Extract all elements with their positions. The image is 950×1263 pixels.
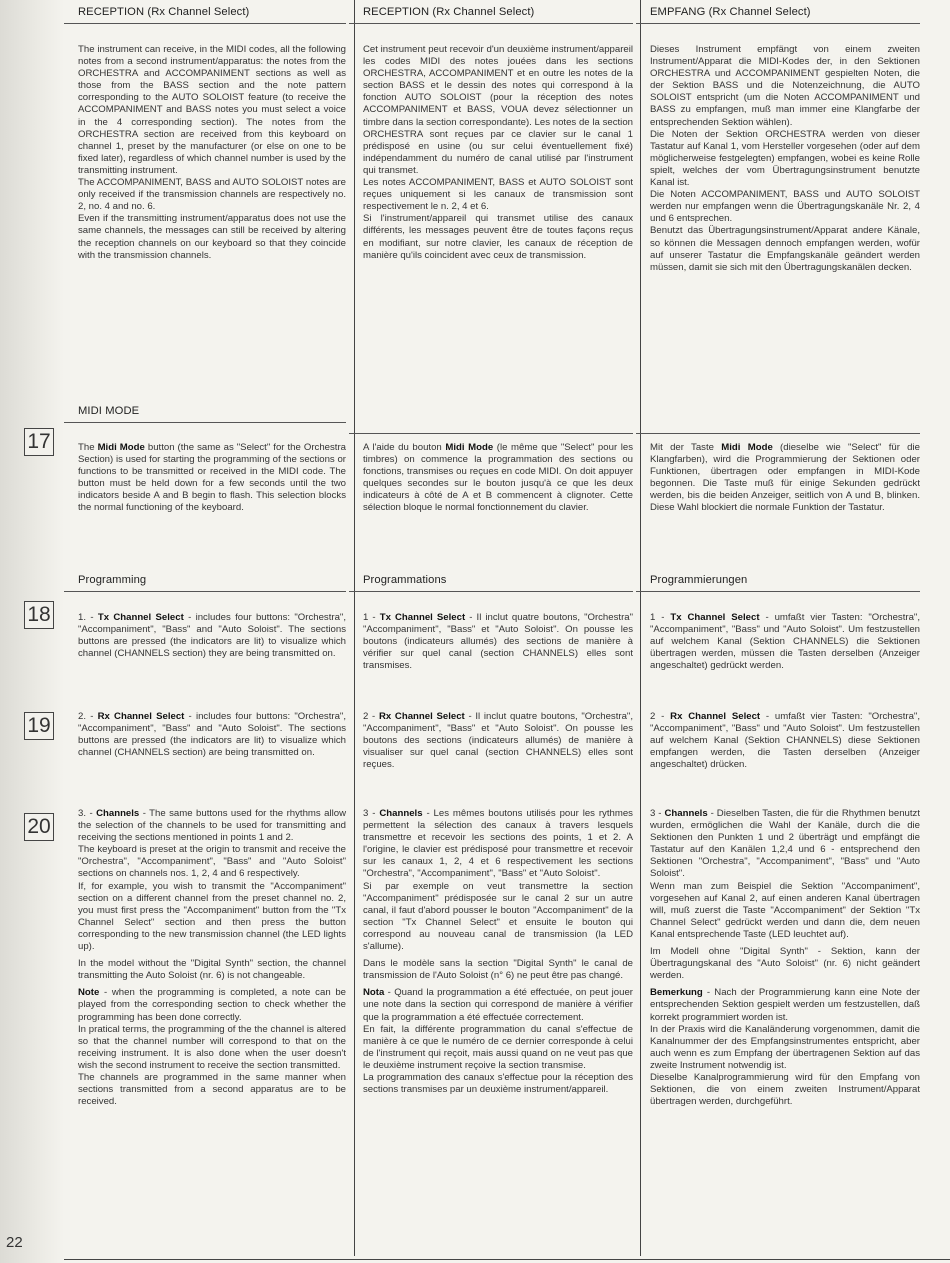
bold-term: Rx Channel Select — [378, 711, 465, 722]
note-paragraph — [650, 987, 920, 1108]
programming-item-1 — [363, 612, 633, 672]
bold-term: Midi Mode — [721, 442, 773, 453]
midi-mode-header — [78, 405, 346, 423]
section-heading: Programmierungen — [650, 574, 748, 586]
programming-item-2 — [650, 711, 920, 771]
heading-rule — [349, 591, 633, 592]
midi-mode-header — [650, 428, 920, 434]
column-divider — [354, 0, 355, 1256]
note-paragraph — [363, 987, 633, 1096]
bold-term: Midi Mode — [97, 442, 145, 453]
programming-header — [650, 574, 920, 592]
text: - includes four buttons: "Orchestra", "Accompaniment", "Bass" and "Auto Soloist". The sections buttons are pressed (the indicators are lit) to visualize which channel (CHANNELS section) they are being transmitted on. — [78, 612, 346, 660]
text: - includes four buttons: "Orchestra", "Accompaniment", "Bass" and "Auto Soloist". The sections buttons are pressed (the indicators are lit) to visualize which channel (CHANNELS section) are being transmitted on. — [78, 711, 346, 759]
midi-mode-text — [650, 442, 920, 515]
text: - Les mêmes boutons utilisés pour les rythmes permettent la sélection des canaux à travers lesquels transmettre et recevoir les sections des points, 1 et 2. A l'origine, le clavier est prédisposé pour transmettre et recevoir sur les canaux 1, 2, 4 et 6 respectivement les sections "Orchestra", "Accompaniment", "Bass" et "Auto Soloist". Si par exemple on veut transmettre la section "Accompaniment" prédisposée sur le canal 2 sur un autre canal, il faut d'abord pousser le bouton "Accompaniment" de la section "Tx Channel Select" et ensuite le bouton qui correspond au nouveau canal de transmission (la LED s'allume). — [363, 808, 633, 953]
section-heading: MIDI MODE — [78, 405, 140, 417]
item-number: 2 - — [650, 711, 671, 722]
reception-text — [363, 44, 633, 262]
programming-item-3 — [78, 808, 346, 1108]
programming-item-2 — [363, 711, 633, 771]
section-heading: RECEPTION (Rx Channel Select) — [78, 6, 250, 18]
heading-rule — [64, 23, 346, 24]
heading-rule — [636, 23, 920, 24]
bold-term: Nota — [363, 987, 385, 999]
text: (le même que "Select" pour les timbres) on commence la programmation des sections ou fonctions, transmises ou reçues en code MIDI. On doit appuyer quelques secondes sur le bouton jusqu'à ce que les deux indicateurs à côté de A et B commencent à clignoter. Cette sélection bloque le normal fonctionnement du clavier. — [363, 442, 633, 514]
text: - Dieselben Tasten, die für die Rhythmen benutzt wurden, ermöglichen die Wahl der Kanäle, durch die die Sektionen den Punkten 1 und 2 überträgt und empfängt die Tastatur auf den Kanälen 1,2,4 und 6 - entsprechend den Sektionen "Orchestra", "Accompaniment", "Bass" und "Auto Soloist". Wenn man zum Beispiel die Sektion "Accompaniment", vorgesehen auf Kanal 2, auf einen anderen Kanal übertragen will, muß zuerst die Taste "Accompaniment" der Sektion "Tx Channel Select" gedrückt werden und dann die, dem neuen Kanal entsprechende Taste (LED leuchtet auf). — [650, 808, 920, 940]
item-number: 1 - — [363, 612, 380, 623]
paragraph: The instrument can receive, in the MIDI codes, all the following notes from a second instrument/apparatus: the notes from the ORCHESTRA and ACCOMPANIMENT sections as well as those from the BASS section and the note pattern corresponding to the AUTO SOLOIST feature (to receive the ACCOMPANIMENT and BASS notes you must select a voice in the 4 corresponding section). The notes from the ORCHESTRA section are received from this keyboard on channel 1, preset by the manufacturer (or else on one to be fixed later), regardless of which channel number is used by the transmitting instrument. The ACCOMPANIMENT, BASS and AUTO SOLOIST notes are only received if the transmission channels are respectively no. 2, no. 4 and no. 6. Even if the transmitting instrument/apparatus does not use the same channels, the messages can still be received by altering the reception channels on our keyboard so that they coincide with the transmission channels. — [78, 44, 346, 261]
model-note: Im Modell ohne "Digital Synth" - Sektion, kann der Übertragungskanal des "Auto Soloist" (nr. 6) nicht geändert werden. — [650, 946, 920, 982]
programming-header — [363, 574, 633, 592]
text: - umfaßt vier Tasten: "Orchestra", "Accompaniment", "Bass" und "Auto Soloist". Um festzustellen auf welchem Kanal (Sektion CHANNELS) die Sektionen übertragen werden, müssen die Tasten derselben (Anzeiger angeschaltet) gedrückt werden. — [650, 612, 920, 672]
model-note: In the model without the "Digital Synth" section, the channel transmitting the Auto Soloist (nr. 6) is not changeable. — [78, 958, 346, 982]
page-margin — [0, 0, 64, 1263]
item-number: 2. - — [78, 711, 98, 722]
bottom-rule — [64, 1259, 950, 1260]
reception-header — [78, 6, 346, 24]
text: - Quand la programmation a été effectuée, on peut jouer une note dans la section qui correspond de manière à vérifier que la programmation a été effectuée correctement. En fait, la différente programmation du canal s'effectue de manière à ce que le numéro de ce dernier corresponde à celui de l'instrument qui reçoit, mais aussi quand on ne veut pas que le deuxième instrument reçoive la section transmise. La programmation des canaux s'effectue pour la réception des sections transmises par un deuxième instrument/appareil. — [363, 987, 633, 1096]
text: - when the programming is completed, a note can be played from the corresponding section to check whether the programming has been done correctly. In pratical terms, the programming of the the channel is altered so that the channel number will correspond to that on the receiving instrument. It is also done when the user doesn't wish the second instrument to receive the section transmitted. The channels are programmed in the same manner when sections transmitted from a second apparatus are to be received. — [78, 987, 346, 1108]
section-number-17: 17 — [24, 428, 54, 456]
heading-rule — [64, 591, 346, 592]
item-number: 3 - — [650, 808, 665, 819]
bold-term: Channels — [96, 808, 140, 819]
paragraph: Cet instrument peut recevoir d'un deuxième instrument/appareil les codes MIDI des notes jouées dans les sections ORCHESTRA, ACCOMPANIMENT et en outre les notes de la section BASS et le dessin des notes qui correspond à la fonction AUTO SOLOIST (pour la réception des notes ACCOMPANIMENT et BASS, VOUA devez sélectionner un timbre dans la section correspondante). Les notes de la section ORCHESTRA sont reçues par ce clavier sur le canal 1 prédisposé en usine (ou sur celui éventuellement fixé) indépendamment du numéro de canal utilisé par l'instrument qui transmet. Les notes ACCOMPANIMENT, BASS et AUTO SOLOIST sont reçues uniquement si les canaux de transmission sont respectivement le n. 2, 4 et 6. Si l'instrument/appareil qui transmet utilise des canaux différents, les messages peuvent être de toutes façons reçus en modifiant, sur notre clavier, les canaux de réception de manière qu'ils coincident avec ceux de transmission. — [363, 44, 633, 261]
heading-rule — [636, 591, 920, 592]
paragraph — [78, 711, 346, 759]
text: - Nach der Programmierung kann eine Note der entsprechenden Sektion gespielt werden um festzustellen, daß korrekt programmiert worden ist. In der Praxis wird die Kanaländerung vorgenommen, damit die Kanalnummer der des Empfangsinstrumentes entspricht, aber auch wenn es zum Empfang der übertragenen Sektion auf das zweite Instrument notwendig ist. Dieselbe Kanalprogrammierung wird für den Empfang von Sektionen, die von einem zweiten Instrument/Apparat übertragen werden, durchgeführt. — [650, 987, 920, 1108]
heading-rule — [636, 433, 920, 434]
paragraph — [78, 612, 346, 660]
paragraph — [363, 808, 633, 953]
bold-term: Rx Channel Select — [670, 711, 761, 722]
section-heading: Programmations — [363, 574, 447, 586]
paragraph — [363, 612, 633, 672]
heading-rule — [64, 422, 346, 423]
section-number-19: 19 — [24, 712, 54, 740]
text: button (the same as "Select" for the Orchestra Section) is used for starting the programming of the sections or functions to be transmitted or received in the MIDI code. The button must be held down for a few seconds until the two indicators beside A and B begin to flash. This selection blocks the normal functioning of the keyboard. — [78, 442, 346, 514]
paragraph — [650, 808, 920, 941]
heading-rule — [349, 433, 633, 434]
programming-item-2 — [78, 711, 346, 759]
programming-item-3 — [650, 808, 920, 1108]
item-number: 3 - — [363, 808, 380, 819]
text: - Il inclut quatre boutons, "Orchestra" "Accompaniment", "Bass" et "Auto Soloist". On pousse les boutons (indicateurs allumés) des sections de manière à vérifier sur quel canal (section CHANNELS) elles sont transmises. — [363, 612, 633, 672]
heading-rule — [349, 23, 633, 24]
column-divider — [640, 0, 641, 1256]
bold-term: Note — [78, 987, 100, 999]
text: - umfaßt vier Tasten: "Orchestra", "Accompaniment", "Bass" und "Auto Soloist". Um festzustellen auf welchem Kanal (Sektion CHANNELS) diese Sektionen empfangen werden, die Tasten derselben (Anzeiger angeschaltet) drücken. — [650, 711, 920, 771]
text: Mit der Taste — [650, 442, 722, 453]
bold-term: Channels — [664, 808, 708, 819]
item-number: 1. - — [78, 612, 98, 623]
item-number: 1 - — [650, 612, 671, 623]
paragraph — [78, 442, 346, 515]
bold-term: Bemerkung — [650, 987, 703, 999]
item-number: 3. - — [78, 808, 97, 819]
bold-term: Tx Channel Select — [670, 612, 760, 623]
reception-header — [363, 6, 633, 24]
reception-header — [650, 6, 920, 24]
text: - Il inclut quatre boutons, "Orchestra", "Accompaniment", "Bass" et "Auto Soloist". On pousse les boutons des sections (indicateurs allumés) de manière à visualiser sur quel canal (section CHANNELS) elles sont reçues. — [363, 711, 633, 771]
programming-item-1 — [78, 612, 346, 660]
text: - The same buttons used for the rhythms allow the selection of the channels to be used for transmitting and receiving the sections mentioned in points 1 and 2. The keyboard is preset at the origin to transmit and receive the "Orchestra", "Accompaniment", "Bass" and "Auto Soloist" sections on channels nos. 1, 2, 4 and 6 respectively. If, for example, you wish to transmit the "Accompaniment" section on a different channel from the preset channel no. 2, you must first press the "Accompaniment" button from the "Tx Channel Select" section and then press the button corresponding to the new transmission channel (the LED lights up). — [78, 808, 346, 953]
paragraph — [78, 808, 346, 953]
reception-text — [650, 44, 920, 274]
note-paragraph — [78, 987, 346, 1108]
paragraph: Dieses Instrument empfängt von einem zweiten Instrument/Apparat die MIDI-Kodes der, in den Sektionen ORCHESTRA und ACCOMPANIMENT gespielten Noten, die der Sektion BASS und die Notenzeichnung, die AUTO SOLOIST entspricht (um die Noten ACCOMPANIMENT und BASS zu empfangen, muß man immer eine Klangfarbe der entsprechenden Sektion wählen). Die Noten der Sektion ORCHESTRA werden von dieser Tastatur auf Kanal 1, vom Hersteller vorgesehen (oder auf dem möglicherweise festgelegten) empfangen, wobei es keine Rolle spielt, welches der vom Übertragungsinstrument benutzte Kanal ist. Die Noten ACCOMPANIMENT, BASS und AUTO SOLOIST werden nur empfangen wenn die Übertragungskanäle Nr. 2, 4 und 6 entsprechen. Benutzt das Übertragungsinstrument/Apparat andere Känale, so können die Messagen dennoch empfangen werden, wofür auf unserer Tastatur die Empfangskanäle geändert werden müssen, damit sie sich mit den Übertragungskanälen decken. — [650, 44, 920, 273]
section-number-20: 20 — [24, 813, 54, 841]
programming-item-3 — [363, 808, 633, 1096]
bold-term: Channels — [379, 808, 423, 819]
programming-header — [78, 574, 346, 592]
section-heading: EMPFANG (Rx Channel Select) — [650, 6, 811, 18]
model-note: Dans le modèle sans la section "Digital Synth" le canal de transmission de l'Auto Soloist (n° 6) ne peut être pas changé. — [363, 958, 633, 982]
reception-text — [78, 44, 346, 262]
paragraph — [363, 711, 633, 771]
paragraph — [650, 711, 920, 771]
section-heading: Programming — [78, 574, 147, 586]
bold-term: Tx Channel Select — [97, 612, 184, 623]
section-heading: RECEPTION (Rx Channel Select) — [363, 6, 535, 18]
paragraph — [363, 442, 633, 515]
midi-mode-text — [363, 442, 633, 515]
bold-term: Rx Channel Select — [97, 711, 185, 722]
paragraph — [650, 612, 920, 672]
page-number: 22 — [6, 1234, 23, 1251]
bold-term: Tx Channel Select — [379, 612, 466, 623]
text: The — [78, 442, 98, 453]
midi-mode-text — [78, 442, 346, 515]
midi-mode-header — [363, 428, 633, 434]
section-number-18: 18 — [24, 601, 54, 629]
item-number: 2 - — [363, 711, 379, 722]
bold-term: Midi Mode — [445, 442, 494, 453]
paragraph — [650, 442, 920, 515]
text: (dieselbe wie "Select" für die Klangfarben), wird die Programmierung der Sektionen oder Funktionen, übertragen oder empfangen in MIDI-Kode begonnen. Die Taste muß für einige Sekunden gedrückt werden, bis die beiden Anzeiger, seitlich von A und B, blinken. Diese Wahl blockiert die normale Funktion der Tastatur. — [650, 442, 920, 514]
text: A l'aide du bouton — [363, 442, 446, 453]
programming-item-1 — [650, 612, 920, 672]
